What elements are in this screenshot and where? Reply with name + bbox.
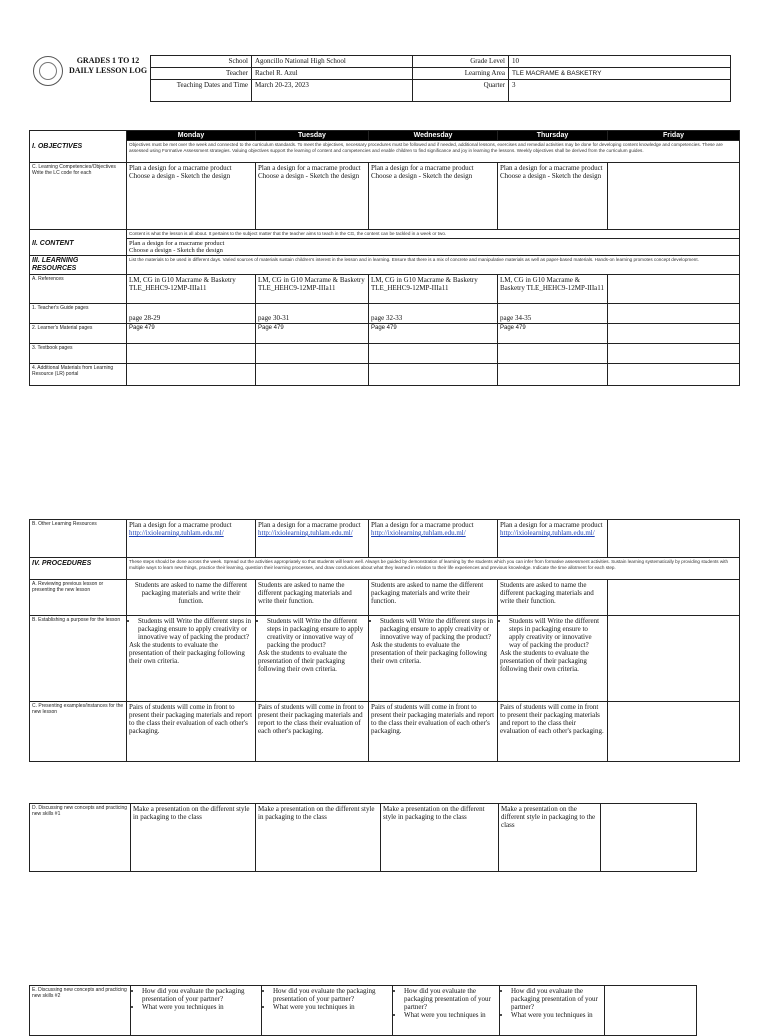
competency-tuesday: Plan a design for a macrame product Choose a design - Sketch the design [256, 163, 369, 230]
grade-value: 10 [509, 56, 731, 68]
other-link-wed[interactable]: http://ixiolearning.tuhlam.edu.ml/ [371, 529, 466, 537]
objectives-note: Objectives must be met over the week and connected to the curriculum standards. To meet the objectives, necessary procedures must be followed and if needed, additional lessons, exercises and remedial activities may be done for developing content knowledge and competencies. These are assessed using Formative Assessment strategies. Valuing objectives support the learning of content and competencies and enable children to find significance and joy in learning the lessons. Weekly objectives shall be derived from the curriculum guides. [127, 141, 740, 163]
day-tuesday: Tuesday [256, 131, 369, 141]
references-friday [608, 274, 740, 303]
purpose-mon-2: Ask the students to evaluate the presentation of their packaging following their own criteria. [129, 641, 245, 665]
references-tuesday: LM, CG in G10 Macrame & Basketry TLE_HEHC9-12MP-IIIa11 [256, 274, 369, 303]
purpose-wed-1: • Students will Write the different steps in packaging ensure to apply creativity or innovative way of packing the product? [380, 617, 495, 641]
competency-thursday: Plan a design for a macrame product Choose a design - Sketch the design [498, 163, 608, 230]
examples-wednesday: Pairs of students will come in front to present their packaging materials and report to the class their evaluation of each other's packaging. [369, 702, 498, 762]
examples-thursday: Pairs of students will come in front to present their packaging materials and report to the class their evaluation of each other's packaging. [498, 702, 608, 762]
discuss2-wed-q1: • How did you evaluate the packaging presentation of your partner? [404, 987, 497, 1011]
competency-monday: Plan a design for a macrame product Choose a design - Sketch the design [127, 163, 256, 230]
dates-label: Teaching Dates and Time [151, 80, 252, 102]
discuss1-label: D. Discussing new concepts and practicing new skills #1 [30, 804, 131, 872]
purpose-label: B. Establishing a purpose for the lesson [30, 616, 127, 702]
lm-wednesday: Page 479 [369, 323, 498, 343]
discussion-table-1 [29, 803, 697, 872]
day-thursday: Thursday [498, 131, 608, 141]
lm-tuesday: Page 479 [256, 323, 369, 343]
resources-note: List the materials to be used in different days. Varied sources of materials sustain children's interest in the lesson and in learning. Ensure that there is a mix of concrete and manipulative materials as well as paper-based materials. Hands-on learning promotes concept development. [127, 255, 740, 274]
textbook-label: 3. Textbook pages [30, 343, 127, 363]
school-label: School [151, 56, 252, 68]
discuss1-wednesday: Make a presentation on the different style in packaging to the class [381, 804, 499, 872]
discussion-table-2 [29, 985, 697, 1036]
content-label: II. CONTENT [30, 238, 127, 255]
review-thursday: Students are asked to name the different packaging materials and write their function. [498, 580, 608, 616]
tg-tuesday: page 30-31 [256, 303, 369, 323]
doc-title-line2: DAILY LESSON LOG [68, 66, 148, 75]
day-friday: Friday [608, 131, 740, 141]
quarter-value: 3 [509, 80, 731, 102]
references-thursday: LM, CG in G10 Macrame & Basketry TLE_HEHC9-12MP-IIIa11 [498, 274, 608, 303]
discuss2-mon-q1: • How did you evaluate the packaging presentation of your partner? [142, 987, 259, 1003]
discuss2-thu-q2: • What were you techniques in [511, 1011, 602, 1019]
lm-monday: Page 479 [127, 323, 256, 343]
purpose-thu-2: Ask the students to evaluate the presentation of their packaging following their own criteria. [500, 649, 589, 673]
other-link-tue[interactable]: http://ixiolearning.tuhlam.edu.ml/ [258, 529, 353, 537]
review-monday: Students are asked to name the different packaging materials and write their function. [127, 580, 256, 616]
discuss2-wed-q2: • What were you techniques in [404, 1011, 497, 1019]
content-note: Content is what the lesson is all about. It pertains to the subject matter that the teacher aims to teach in the CG, the content can be tackled in a week or two. [127, 230, 740, 239]
review-wednesday: Students are asked to name the different packaging materials and write their function. [369, 580, 498, 616]
purpose-tue-2: Ask the students to evaluate the presentation of their packaging following their own criteria. [258, 649, 347, 673]
teachers-guide-label: 1. Teacher's Guide pages [30, 303, 127, 323]
review-label: A. Reviewing previous lesson or presenting the new lesson [30, 580, 127, 616]
discuss2-tue-q1: • How did you evaluate the packaging presentation of your partner? [273, 987, 390, 1003]
procedures-note: These steps should be done across the week. Spread out the activities appropriately so that students will learn well. Always be guided by demonstration of learning by the students which you can infer from formative assessment activities. Sustain learning systematically by providing students with multiple ways to learn new things, practice their learning, question their learning processes, and draw conclusions about what they learned in relation to their life experiences and previous knowledge. Indicate the time allotment for each step. [127, 558, 740, 580]
competency-wednesday: Plan a design for a macrame product Choose a design - Sketch the design [369, 163, 498, 230]
deped-seal-logo [33, 56, 63, 86]
discuss2-thu-q1: • How did you evaluate the packaging presentation of your partner? [511, 987, 602, 1011]
tg-wednesday: page 32-33 [369, 303, 498, 323]
day-monday: Monday [127, 131, 256, 141]
discuss1-thursday: Make a presentation on the different style in packaging to the class [499, 804, 601, 872]
references-monday: LM, CG in G10 Macrame & Basketry TLE_HEHC9-12MP-IIIa11 [127, 274, 256, 303]
learners-material-label: 2. Learner's Material pages [30, 323, 127, 343]
purpose-wed-2: Ask the students to evaluate the presentation of their packaging following their own criteria. [371, 641, 487, 665]
teacher-value: Rachel R. Azul [252, 68, 413, 80]
teacher-label: Teacher [151, 68, 252, 80]
competency-friday [608, 163, 740, 230]
other-text-wed: Plan a design for a macrame product [371, 521, 474, 529]
purpose-thu-1: • Students will Write the different steps in packaging ensure to apply creativity or innovative way of packing the product? [509, 617, 605, 649]
tg-monday: page 28-29 [127, 303, 256, 323]
review-tuesday: Students are asked to name the different packaging materials and write their function. [256, 580, 369, 616]
header-table [150, 55, 731, 102]
other-link-thu[interactable]: http://ixiolearning.tuhlam.edu.ml/ [500, 529, 595, 537]
references-wednesday: LM, CG in G10 Macrame & Basketry TLE_HEHC9-12MP-IIIa11 [369, 274, 498, 303]
other-text-thu: Plan a design for a macrame product [500, 521, 603, 529]
procedures-label: IV. PROCEDURES [30, 558, 127, 580]
examples-label: C. Presenting examples/instances for the new lesson [30, 702, 127, 762]
discuss2-label: E. Discussing new concepts and practicing new skills #2 [30, 986, 131, 1036]
other-text-tue: Plan a design for a macrame product [258, 521, 361, 529]
purpose-tue-1: • Students will Write the different steps in packaging ensure to apply creativity or innovative way of packing the product? [267, 617, 366, 649]
objectives-label: I. OBJECTIVES [30, 141, 127, 163]
discuss1-tuesday: Make a presentation on the different style in packaging to the class [256, 804, 381, 872]
other-text-mon: Plan a design for a macrame product [129, 521, 232, 529]
discuss2-mon-q2: • What were you techniques in [142, 1003, 259, 1011]
quarter-label: Quarter [413, 80, 509, 102]
area-label: Learning Area [413, 68, 509, 80]
procedures-table [29, 519, 740, 762]
lm-thursday: Page 479 [498, 323, 608, 343]
discuss2-tue-q2: • What were you techniques in [273, 1003, 390, 1011]
grade-label: Grade Level [413, 56, 509, 68]
other-resources-label: B. Other Learning Resources [30, 520, 127, 558]
lm-friday [608, 323, 740, 343]
doc-title-line1: GRADES 1 TO 12 [76, 56, 140, 65]
references-label: A. References [30, 274, 127, 303]
examples-tuesday: Pairs of students will come in front to present their packaging materials and report to the class their evaluation of each other's packaging. [256, 702, 369, 762]
additional-materials-label: 4. Additional Materials from Learning Resource (LR) portal [30, 363, 127, 385]
examples-monday: Pairs of students will come in front to present their packaging materials and report to the class their evaluation of each other's packaging. [127, 702, 256, 762]
day-wednesday: Wednesday [369, 131, 498, 141]
discuss1-monday: Make a presentation on the different style in packaging to the class [131, 804, 256, 872]
tg-thursday: page 34-35 [498, 303, 608, 323]
content-text: Plan a design for a macrame product Choose a design - Sketch the design [127, 238, 740, 255]
competency-label: C. Learning Competencies/Objectives Write the LC code for each [30, 163, 127, 230]
objectives-table [29, 130, 740, 386]
area-value: TLE MACRAME & BASKETRY [509, 68, 731, 80]
resources-label: III. LEARNING RESOURCES [30, 255, 127, 274]
school-value: Agoncillo National High School [252, 56, 413, 68]
purpose-mon-1: • Students will Write the different steps in packaging ensure to apply creativity or innovative way of packing the product? [138, 617, 253, 641]
dates-value: March 20-23, 2023 [252, 80, 413, 102]
tg-friday [608, 303, 740, 323]
other-link-mon[interactable]: http://ixiolearning.tuhlam.edu.ml/ [129, 529, 224, 537]
